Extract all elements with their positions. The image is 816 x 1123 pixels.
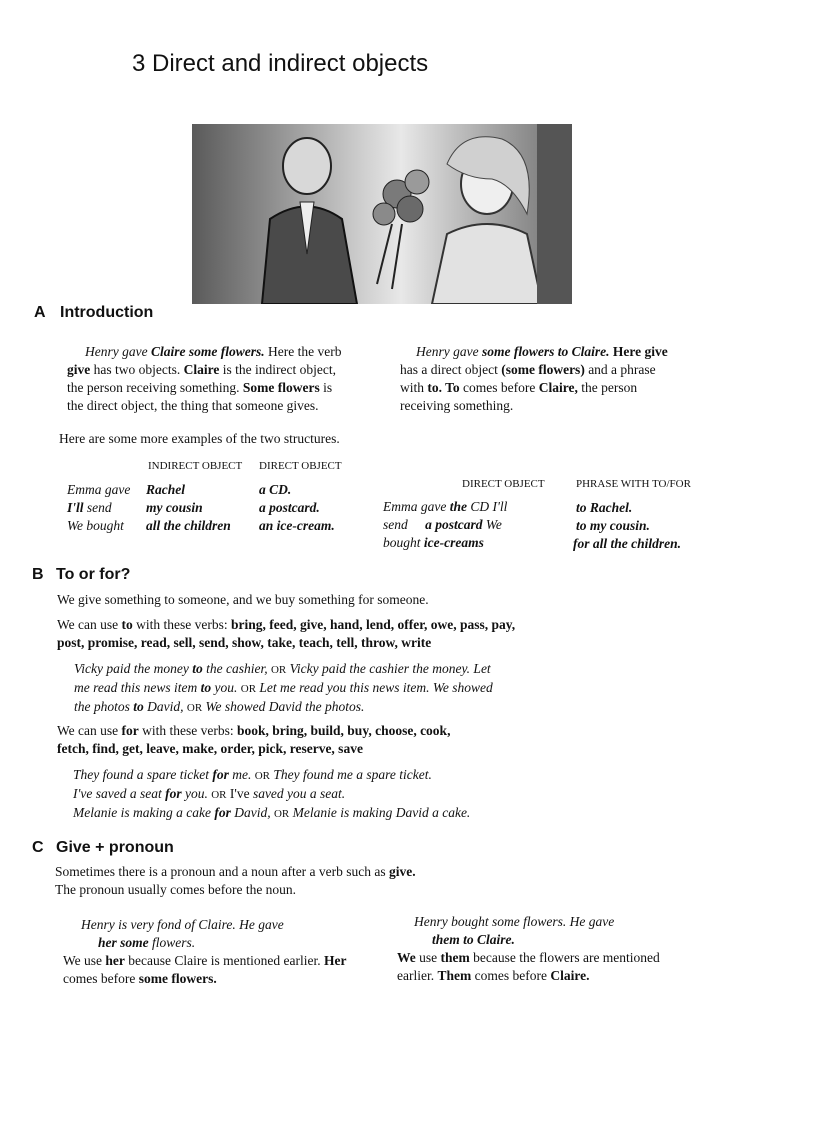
table1-do-col — [259, 481, 335, 535]
text-run: my cousin — [146, 500, 203, 515]
text-run: to. To — [427, 380, 460, 395]
table-cell — [383, 534, 507, 552]
text-run: because the flowers are mentioned — [469, 950, 660, 965]
section-a-letter: A — [34, 304, 46, 321]
text-run: The pronoun usually comes before the noun. — [55, 882, 297, 897]
section-b-title: To or for? — [56, 566, 131, 583]
text-run: to — [121, 617, 133, 632]
section-b-letter: B — [32, 566, 44, 583]
text-run: We showed David the photos. — [202, 699, 365, 714]
text-run: is the indirect object, — [219, 362, 336, 377]
table-cell — [67, 499, 130, 517]
text-run: David, — [143, 699, 187, 714]
text-run: earlier. — [397, 968, 438, 983]
more-examples-text: Here are some more examples of the two structures. — [59, 431, 340, 446]
text-run: for — [214, 805, 231, 820]
text-run: to — [133, 699, 144, 714]
text-run: and a phrase — [584, 362, 656, 377]
text-run: (some flowers) — [501, 362, 585, 377]
text-run: ice-creams — [423, 535, 484, 550]
table-cell — [383, 516, 507, 534]
text-run: the cashier, — [202, 661, 271, 676]
text-line — [55, 863, 416, 881]
table-cell — [67, 517, 130, 535]
text-run: Them — [437, 968, 472, 983]
text-run: Some flowers — [242, 380, 320, 395]
text-line — [397, 967, 660, 985]
page-title: 3 Direct and indirect objects — [132, 50, 429, 77]
section-c-right — [397, 913, 660, 985]
table1-io-col — [146, 481, 231, 535]
text-line — [73, 804, 470, 823]
text-run: with these verbs: — [132, 617, 231, 632]
text-run: to Rachel. — [576, 500, 633, 515]
text-run: Melanie is making David a cake. — [289, 805, 471, 820]
text-run: for — [212, 767, 229, 782]
section-b-intro: We give something to someone, and we buy something for someone. — [57, 592, 429, 607]
text-run: Henry gave — [416, 344, 482, 359]
table-cell — [146, 517, 231, 535]
text-run: to — [192, 661, 203, 676]
text-line — [67, 397, 377, 415]
text-run: use — [415, 950, 441, 965]
text-run: with these verbs: — [138, 723, 237, 738]
section-a-left-text — [67, 343, 377, 415]
text-run: CD I'll — [467, 499, 508, 514]
text-run: her — [105, 953, 125, 968]
text-line — [400, 397, 720, 415]
text-run: Vicky paid the money — [74, 661, 193, 676]
text-run: We — [482, 517, 502, 532]
text-line — [397, 949, 660, 967]
text-run: give — [67, 362, 91, 377]
for-examples — [73, 766, 470, 823]
text-run: Vicky paid the cashier the money. Let — [286, 661, 491, 676]
text-run: the person receiving something. — [67, 380, 243, 395]
table-cell — [573, 535, 681, 553]
illustration-drawing — [192, 124, 572, 304]
text-run: for all the children. — [573, 536, 682, 551]
text-run: an ice-cream. — [259, 518, 335, 533]
indirect-object-header: INDIRECT OBJECT — [148, 460, 243, 472]
text-run: David, — [230, 805, 274, 820]
text-line — [73, 785, 470, 804]
text-line — [63, 952, 346, 970]
to-verbs-text — [57, 616, 515, 652]
text-run: Claire, — [538, 380, 578, 395]
text-run: with — [400, 380, 428, 395]
text-run: the — [449, 499, 467, 514]
section-a-right-text — [400, 343, 720, 415]
text-run: We can use — [57, 723, 122, 738]
text-run: Emma gave — [67, 482, 131, 497]
text-run: receiving something. — [400, 398, 514, 413]
text-run: some flowers to Claire. — [481, 344, 610, 359]
text-run: OR — [270, 664, 287, 676]
text-run: We can use — [57, 617, 122, 632]
text-run: Emma gave — [383, 499, 450, 514]
text-line — [67, 343, 377, 361]
table-cell — [146, 481, 231, 499]
text-run: comes before — [63, 971, 139, 986]
illustration — [192, 124, 572, 304]
text-run: has two objects. — [90, 362, 184, 377]
table-cell — [259, 517, 335, 535]
text-run: We — [397, 950, 416, 965]
text-run: bring, feed, give, hand, lend, offer, owe, pass, pay, — [231, 617, 516, 632]
text-run: the person — [577, 380, 638, 395]
text-line — [400, 343, 720, 361]
text-run: you. — [211, 680, 241, 695]
text-line — [397, 913, 660, 931]
text-run: Rachel — [146, 482, 185, 497]
text-run: them to Claire. — [432, 932, 515, 947]
text-run: Her — [323, 953, 347, 968]
text-line — [67, 361, 377, 379]
text-line — [74, 660, 493, 679]
text-line — [57, 616, 515, 634]
text-line — [63, 970, 346, 988]
text-run: book, bring, build, buy, choose, cook, — [237, 723, 451, 738]
text-run: to — [200, 680, 212, 695]
table-cell — [576, 517, 681, 535]
text-run: OR — [273, 808, 290, 820]
text-run: They found a spare ticket — [73, 767, 213, 782]
text-run: for — [165, 786, 182, 801]
text-line — [397, 931, 660, 949]
text-run: the direct object, the thing that someone gives. — [67, 398, 319, 413]
text-line — [74, 698, 493, 717]
text-line — [67, 379, 377, 397]
text-run: her some — [98, 935, 149, 950]
text-run: you. — [181, 786, 212, 801]
table2-left-col — [383, 498, 507, 552]
direct-object-header-2: DIRECT OBJECT — [462, 478, 545, 490]
text-run: fetch, find, get, leave, make, order, pick, reserve, save — [57, 741, 363, 756]
text-run: a postcard — [425, 517, 483, 532]
text-run: Claire. — [550, 968, 590, 983]
section-a-title: Introduction — [60, 304, 154, 321]
text-run: Sometimes there is a pronoun and a noun after a verb such as — [55, 864, 390, 879]
text-run: flowers. — [148, 935, 196, 950]
text-run: some flowers. — [138, 971, 217, 986]
text-line — [57, 740, 450, 758]
text-run: OR — [254, 770, 271, 782]
table-cell — [383, 498, 507, 516]
text-run: a postcard. — [259, 500, 320, 515]
text-run: them — [440, 950, 470, 965]
text-run: comes before — [459, 380, 539, 395]
text-run: give. — [389, 864, 416, 879]
text-run: because Claire is mentioned earlier. — [124, 953, 324, 968]
text-run: me read this news item — [74, 680, 201, 695]
table-cell — [146, 499, 231, 517]
section-c-intro — [55, 863, 416, 899]
text-run: Henry gave — [85, 344, 151, 359]
table-cell — [576, 499, 681, 517]
text-run: I've — [226, 786, 253, 801]
text-run: for — [121, 723, 139, 738]
section-c-left — [63, 916, 346, 988]
text-run: a CD. — [259, 482, 292, 497]
section-c-letter: C — [32, 839, 44, 856]
text-run: send — [383, 517, 412, 532]
text-run: OR — [211, 789, 227, 801]
text-run: Here give — [609, 344, 668, 359]
text-run: Henry bought some flowers. He gave — [414, 914, 615, 929]
text-run: Melanie is making a cake — [73, 805, 215, 820]
text-run: Claire some flowers. — [150, 344, 265, 359]
text-run: is — [319, 380, 333, 395]
text-run: Claire — [183, 362, 220, 377]
text-run: We bought — [67, 518, 124, 533]
direct-object-header: DIRECT OBJECT — [259, 460, 342, 472]
text-run: Let me read you this news item. We showed — [256, 680, 493, 695]
table2-phrase-col — [573, 499, 682, 553]
text-line — [57, 634, 515, 652]
text-run: OR — [240, 683, 257, 695]
table1-subject-col — [67, 481, 130, 535]
text-line — [400, 361, 720, 379]
section-c-title: Give + pronoun — [56, 839, 174, 856]
table-cell — [259, 481, 335, 499]
text-run: to my cousin. — [576, 518, 650, 533]
text-run: Here the verb — [264, 344, 342, 359]
text-line — [57, 722, 450, 740]
text-run: bought — [383, 535, 424, 550]
text-run: send — [83, 500, 112, 515]
text-run: We use — [63, 953, 106, 968]
phrase-header: PHRASE WITH TO/FOR — [576, 478, 691, 490]
text-run: has a direct object — [400, 362, 502, 377]
text-run: comes before — [471, 968, 551, 983]
text-run: I've saved a seat — [73, 786, 166, 801]
table-cell — [67, 481, 130, 499]
text-run: Henry is very fond of Claire. He gave — [81, 917, 284, 932]
text-run: They found me a spare ticket. — [270, 767, 432, 782]
text-line — [400, 379, 720, 397]
for-verbs-text — [57, 722, 450, 758]
text-run: all the children — [146, 518, 231, 533]
text-run: me. — [228, 767, 255, 782]
text-line — [63, 934, 346, 952]
text-line — [74, 679, 493, 698]
text-line — [73, 766, 470, 785]
text-run: OR — [186, 702, 203, 714]
text-line — [55, 881, 416, 899]
to-examples — [74, 660, 493, 717]
text-run: saved you a seat. — [252, 786, 346, 801]
table-cell — [259, 499, 335, 517]
text-run: the photos — [74, 699, 134, 714]
text-line — [63, 916, 346, 934]
text-run: post, promise, read, sell, send, show, take, teach, tell, throw, write — [57, 635, 432, 650]
text-run: I'll — [67, 500, 84, 515]
